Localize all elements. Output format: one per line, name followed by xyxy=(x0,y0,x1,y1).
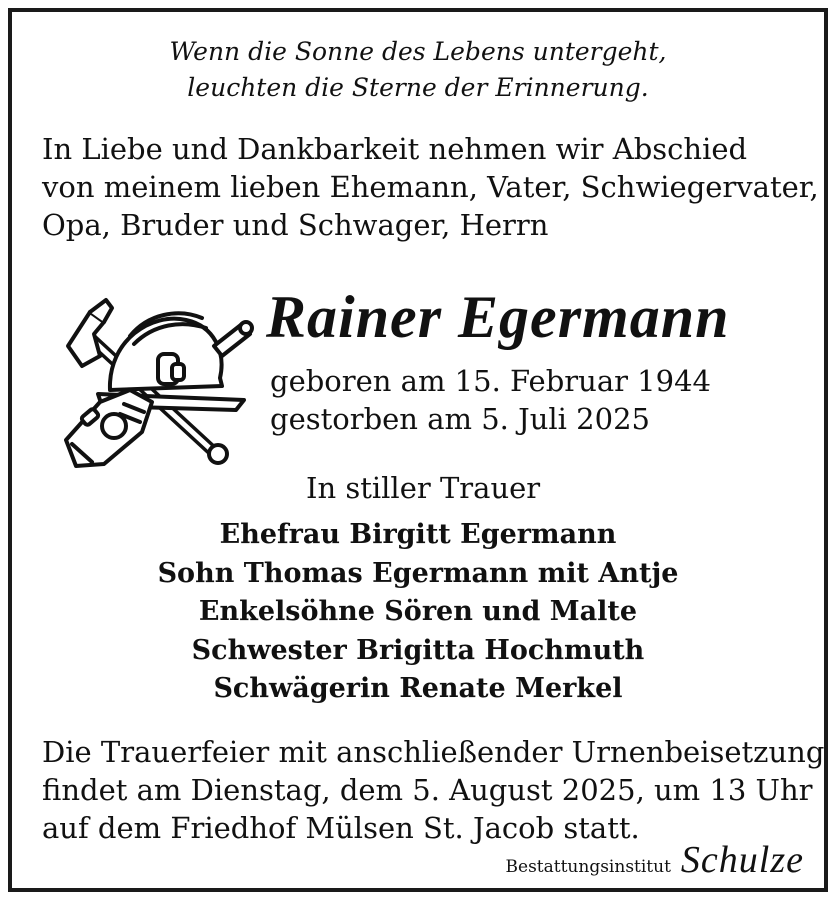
deceased-name: Rainer Egermann xyxy=(266,284,730,350)
obituary-notice xyxy=(8,8,828,892)
intro-line-3: Opa, Bruder und Schwager, Herrn xyxy=(42,208,549,242)
mourning-heading: In stiller Trauer xyxy=(306,471,541,505)
ceremony-line-2: findet am Dienstag, dem 5. August 2025, um 13 Uhr xyxy=(42,773,813,807)
family-member: Sohn Thomas Egermann mit Antje xyxy=(157,557,679,589)
life-dates xyxy=(270,362,711,438)
ceremony-line-1: Die Trauerfeier mit anschließender Urnenbeisetzung xyxy=(42,735,825,769)
intro-line-2: von meinem lieben Ehemann, Vater, Schwiegervater, xyxy=(42,170,819,204)
undertaker-credit xyxy=(506,838,804,882)
family-list xyxy=(12,516,824,709)
ceremony-details xyxy=(42,733,824,847)
undertaker-label: Bestattungsinstitut xyxy=(505,857,671,877)
birth-date: geboren am 15. Februar 1944 xyxy=(270,364,711,398)
family-member: Ehefrau Birgitt Egermann xyxy=(219,519,617,550)
undertaker-logo: Schulze xyxy=(680,839,804,881)
family-member: Schwägerin Renate Merkel xyxy=(213,673,623,704)
ceremony-line-3: auf dem Friedhof Mülsen St. Jacob statt. xyxy=(42,811,640,845)
intro-text xyxy=(42,130,819,244)
death-date: gestorben am 5. Juli 2025 xyxy=(270,402,650,436)
motto-line-1: Wenn die Sonne des Lebens untergeht, xyxy=(169,37,667,66)
firefighter-emblem-icon xyxy=(46,294,254,470)
family-member: Enkelsöhne Sören und Malte xyxy=(198,596,638,627)
intro-line-1: In Liebe und Dankbarkeit nehmen wir Abschied xyxy=(42,132,748,166)
motto-line-2: leuchten die Sterne der Erinnerung. xyxy=(187,73,649,102)
motto xyxy=(12,34,824,106)
family-member: Schwester Brigitta Hochmuth xyxy=(191,634,645,666)
